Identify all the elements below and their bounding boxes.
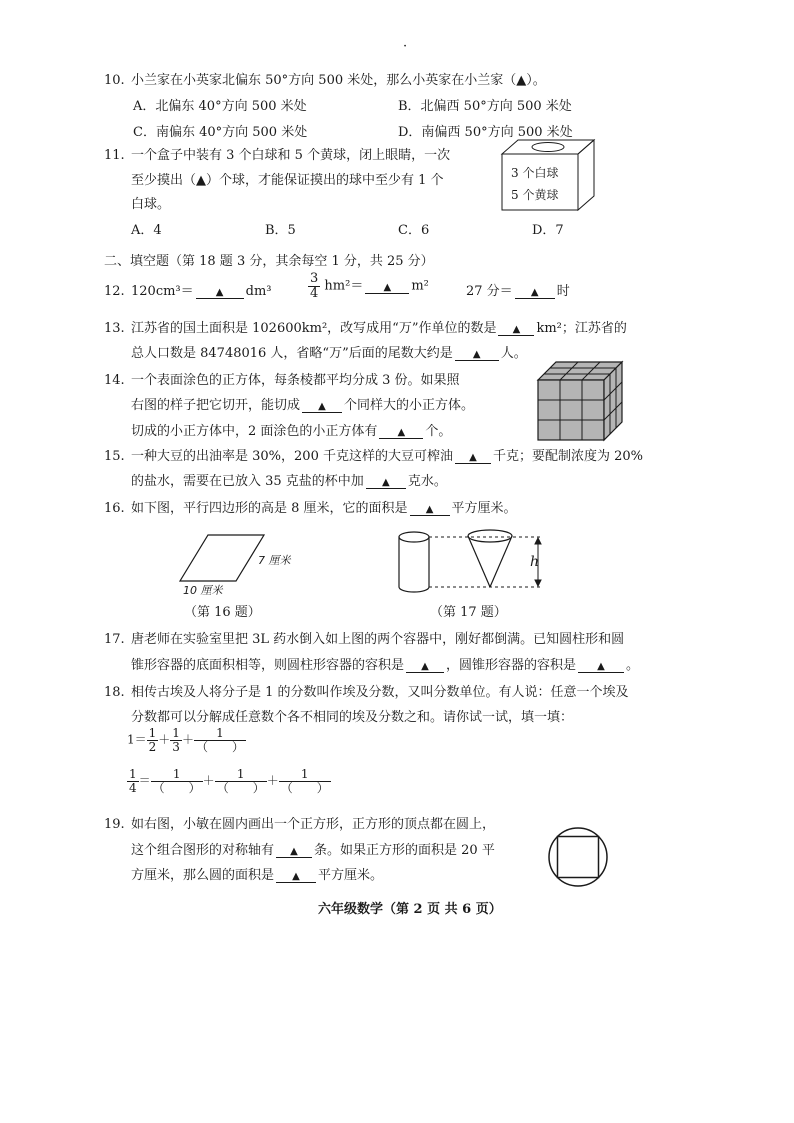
q11-option-a: A．4 xyxy=(131,223,162,238)
q11-option-b: B．5 xyxy=(265,223,296,238)
q17-blank-1[interactable] xyxy=(406,659,444,673)
triangle-mark: ▲ xyxy=(597,661,605,672)
q18-equation-2 xyxy=(127,768,331,794)
circle-square-figure xyxy=(546,826,610,888)
q19-blank-1[interactable] xyxy=(276,844,312,858)
q15-blank-2[interactable] xyxy=(366,475,406,489)
q17-l2-post: 。 xyxy=(626,658,640,673)
q13-line-1 xyxy=(131,322,627,336)
q18-line-1: 相传古埃及人将分子是 1 的分数叫作埃及分数，又叫分数单位。有人说：任意一个埃及 xyxy=(131,685,629,700)
q12-part-2 xyxy=(308,272,429,300)
triangle-mark: ▲ xyxy=(381,477,390,488)
triangle-mark: ▲ xyxy=(530,287,539,298)
denominator: 4 xyxy=(129,780,137,795)
q14-l3-pre: 切成的小正方体中，2 面涂色的小正方体有 xyxy=(131,424,378,439)
q11-line-1: 一个盒子中装有 3 个白球和 5 个黄球，闭上眼睛，一次 xyxy=(131,148,451,163)
triangle-mark: ▲ xyxy=(469,452,477,463)
frac-one-half xyxy=(147,727,159,753)
numerator: 1 xyxy=(236,767,245,781)
q12-p3-pre: 27 分＝ xyxy=(466,284,513,299)
frac-one-third xyxy=(170,727,182,753)
plus-sign: ＋ xyxy=(266,773,279,788)
height-label: h xyxy=(530,554,540,570)
cone-shape xyxy=(468,530,512,587)
q16-post: 平方厘米。 xyxy=(451,501,517,516)
q16-number: 16. xyxy=(104,501,125,516)
frac-blank[interactable] xyxy=(151,768,203,794)
q18-line-2: 分数都可以分解成任意数个各不相同的埃及分数之和。请你试一试，填一填： xyxy=(131,710,574,725)
q15-l2-post: 克水。 xyxy=(407,474,447,489)
q15-line-2 xyxy=(131,475,447,489)
q17-l2-pre: 锥形容器的底面积相等，则圆柱形容器的容积是 xyxy=(131,658,405,673)
triangle-mark: ▲ xyxy=(318,401,326,412)
q14-l2-pre: 右图的样子把它切开，能切成 xyxy=(131,398,301,413)
q12-p2-post: m² xyxy=(411,278,429,294)
q10-stem: 小兰家在小英家北偏东 50°方向 500 米处，那么小英家在小兰家（▲）。 xyxy=(131,73,546,88)
q11-line-2: 至少摸出（▲）个球，才能保证摸出的球中至少有 1 个 xyxy=(131,173,444,188)
q18-equation-1 xyxy=(127,727,246,753)
cylinder-shape xyxy=(399,532,429,592)
q16-blank[interactable] xyxy=(410,502,450,516)
q13-line-2 xyxy=(131,347,527,361)
q12-p2-pre: hm²＝ xyxy=(324,278,364,294)
denominator-blank[interactable]: （ ） xyxy=(216,780,265,795)
q17-number: 17. xyxy=(104,632,125,647)
frac-denominator: 4 xyxy=(310,285,319,301)
q16-pre: 如下图，平行四边形的高是 8 厘米，它的面积是 xyxy=(131,501,408,516)
q11-option-d: D．7 xyxy=(532,223,564,238)
q19-line-1: 如右图，小敏在圆内画出一个正方形，正方形的顶点都在圆上， xyxy=(131,817,496,832)
denominator-blank[interactable]: （ ） xyxy=(280,780,329,795)
q13-l1-pre: 江苏省的国土面积是 102600km²，改写成用“万”作单位的数是 xyxy=(131,321,497,336)
q17-line-2 xyxy=(131,659,639,673)
numerator: 1 xyxy=(216,726,224,740)
q19-line-2 xyxy=(131,844,495,858)
q17-caption: （第 17 题） xyxy=(430,605,507,620)
q12-p1-post: dm³ xyxy=(245,284,272,299)
numerator: 1 xyxy=(148,726,157,740)
plus-sign: ＋ xyxy=(202,773,215,788)
section-2-heading: 二、填空题（第 18 题 3 分，其余每空 1 分，共 25 分） xyxy=(104,254,434,269)
q10-option-a: A．北偏东 40°方向 500 米处 xyxy=(133,99,307,114)
equals-sign: ＝ xyxy=(138,773,151,788)
frac-numerator: 3 xyxy=(310,271,319,286)
triangle-mark: ▲ xyxy=(472,349,481,360)
q13-blank-1[interactable] xyxy=(498,322,534,336)
q14-l2-post: 个同样大的小正方体。 xyxy=(344,398,475,413)
triangle-mark: ▲ xyxy=(383,281,392,293)
q12-part-1 xyxy=(131,285,272,299)
triangle-mark: ▲ xyxy=(290,846,298,857)
cube-figure xyxy=(534,358,626,444)
q19-l3-pre: 方厘米，那么圆的面积是 xyxy=(131,868,275,883)
q12-blank-2[interactable] xyxy=(365,280,409,294)
eq1-lhs: 1＝ xyxy=(127,732,147,747)
triangle-mark: ▲ xyxy=(425,504,434,515)
triangle-mark: ▲ xyxy=(215,287,224,298)
q12-blank-3[interactable] xyxy=(515,285,555,299)
q14-line-1: 一个表面涂色的正方体，每条棱都平均分成 3 份。如果照 xyxy=(131,373,460,388)
parallelogram-side-label: 7 厘米 xyxy=(258,554,291,567)
q15-l2-pre: 的盐水，需要在已放入 35 克盐的杯中加 xyxy=(131,474,364,489)
triangle-mark: ▲ xyxy=(421,661,429,672)
q14-blank-2[interactable] xyxy=(379,425,423,439)
q14-number: 14. xyxy=(104,373,125,388)
q14-line-3 xyxy=(131,425,451,439)
top-dot: · xyxy=(403,39,408,54)
numerator: 1 xyxy=(172,726,180,740)
triangle-mark: ▲ xyxy=(397,427,406,438)
q13-l2-post: 人。 xyxy=(500,346,527,361)
q15-blank-1[interactable] xyxy=(455,450,491,464)
q13-blank-2[interactable] xyxy=(455,347,499,361)
q15-l1-post: 千克；要配制浓度为 20% xyxy=(492,449,644,464)
q18-number: 18. xyxy=(104,685,125,700)
q19-number: 19. xyxy=(104,817,125,832)
q12-number: 12. xyxy=(104,284,125,299)
q19-l2-post: 条。如果正方形的面积是 20 平 xyxy=(314,843,495,858)
denominator-blank[interactable]: （ ） xyxy=(152,780,201,795)
q19-l2-pre: 这个组合图形的对称轴有 xyxy=(131,843,275,858)
q14-line-2 xyxy=(131,399,474,413)
q19-line-3 xyxy=(131,869,383,883)
q17-blank-2[interactable] xyxy=(578,659,624,673)
numerator: 1 xyxy=(172,767,181,781)
plus-sign: ＋ xyxy=(158,732,171,747)
triangle-mark: ▲ xyxy=(512,324,521,335)
box-label-white: 3 个白球 xyxy=(511,166,559,180)
q17-line-1: 唐老师在实验室里把 3L 药水倒入如上图的两个容器中，刚好都倒满。已知圆柱形和圆 xyxy=(131,632,625,647)
q16-caption: （第 16 题） xyxy=(184,605,261,620)
q11-number: 11. xyxy=(104,148,125,163)
q12-blank-1[interactable] xyxy=(196,285,244,299)
q12-p3-post: 时 xyxy=(556,284,570,299)
q12-p1-pre: 120cm³＝ xyxy=(131,284,194,299)
q15-line-1 xyxy=(131,450,643,464)
q13-number: 13. xyxy=(104,321,125,336)
numerator: 1 xyxy=(300,767,309,781)
parallelogram-figure xyxy=(178,532,266,584)
q12-part-3 xyxy=(466,285,570,299)
q14-l3-post: 个。 xyxy=(425,424,452,439)
denominator: 2 xyxy=(148,739,157,754)
q11-line-3: 白球。 xyxy=(131,197,171,212)
frac-blank[interactable] xyxy=(279,768,331,794)
denominator: 3 xyxy=(172,739,180,754)
triangle-mark: ▲ xyxy=(292,871,300,882)
q13-l1-post: km²；江苏省的 xyxy=(536,321,627,336)
plus-sign: ＋ xyxy=(181,732,194,747)
q11-option-c: C．6 xyxy=(398,223,430,238)
page-footer: 六年级数学（第 2 页 共 6 页） xyxy=(318,902,502,917)
three-quarters-fraction xyxy=(308,272,320,300)
q13-l2-pre: 总人口数是 84748016 人，省略“万”后面的尾数大约是 xyxy=(131,346,453,361)
q10-option-b: B．北偏西 50°方向 500 米处 xyxy=(398,99,572,114)
parallelogram-base-label: 10 厘米 xyxy=(183,584,223,597)
q10-option-d: D．南偏西 50°方向 500 米处 xyxy=(398,125,573,140)
frac-one-quarter xyxy=(127,768,139,794)
frac-blank[interactable] xyxy=(215,768,267,794)
frac-blank[interactable] xyxy=(194,727,246,753)
q16-line xyxy=(131,502,517,516)
q15-number: 15. xyxy=(104,449,125,464)
q17-l2-mid: ，圆锥形容器的容积是 xyxy=(446,658,577,673)
q19-l3-post: 平方厘米。 xyxy=(318,868,384,883)
numerator: 1 xyxy=(129,767,137,781)
denominator-blank[interactable]: （ ） xyxy=(195,739,244,754)
q14-blank-1[interactable] xyxy=(302,399,342,413)
q19-blank-2[interactable] xyxy=(276,869,316,883)
q10-option-c: C．南偏东 40°方向 500 米处 xyxy=(133,125,308,140)
box-label-yellow: 5 个黄球 xyxy=(511,188,559,202)
q10-number: 10. xyxy=(104,73,125,88)
q15-l1-pre: 一种大豆的出油率是 30%，200 千克这样的大豆可榨油 xyxy=(131,449,453,464)
